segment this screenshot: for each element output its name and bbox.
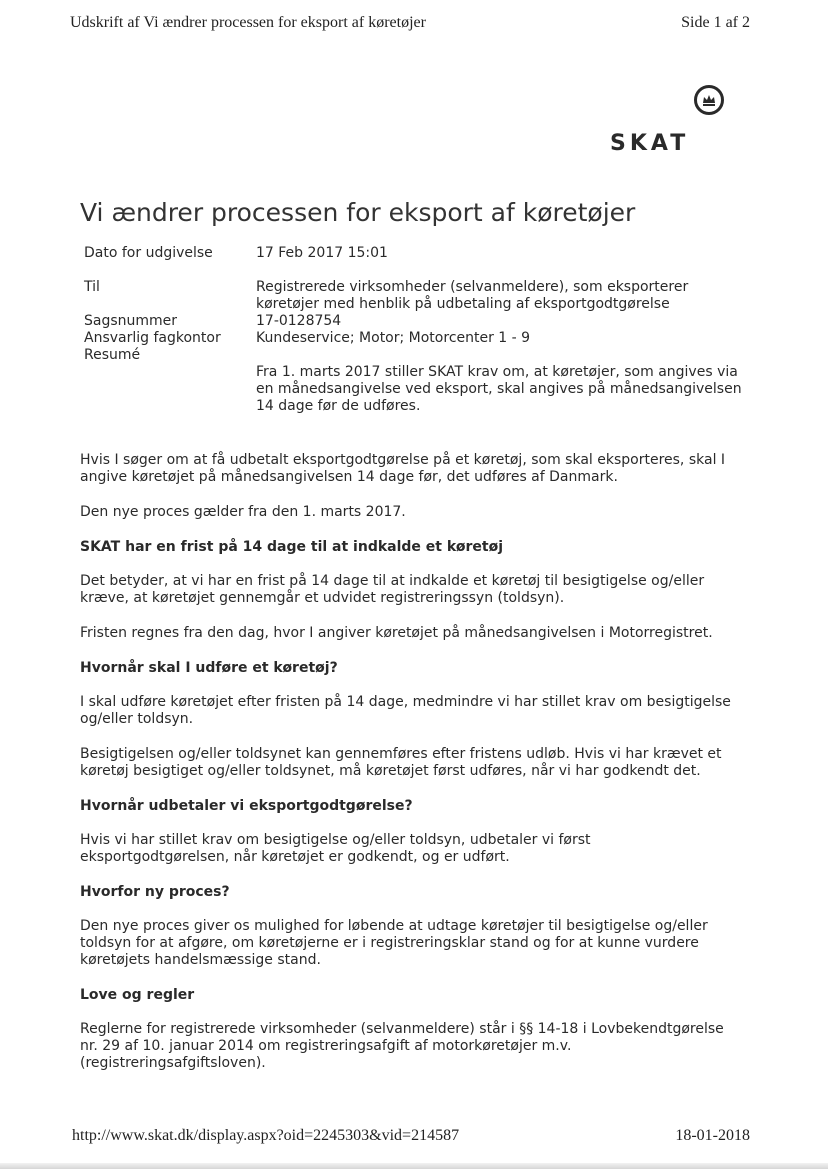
paragraph: Besigtigelsen og/eller toldsynet kan gennemføres efter fristens udløb. Hvis vi har krævet et køretøj besigtiget og/eller toldsynet, må køretøjet først udføres, når vi har godkendt det. (80, 746, 722, 779)
print-footer-url: http://www.skat.dk/display.aspx?oid=2245303&vid=214587 (72, 1127, 460, 1144)
paragraph: Fristen regnes fra den dag, hvor I angiver køretøjet på månedsangivelsen i Motorregistret. (80, 625, 713, 641)
meta-label: Resumé (84, 347, 141, 363)
article-body (80, 452, 740, 1090)
meta-value: 17 Feb 2017 15:01 (256, 245, 388, 261)
meta-value: 17-0128754 (256, 313, 342, 329)
meta-row-case (84, 313, 744, 330)
meta-row-to (84, 279, 744, 313)
page-title: Vi ændrer processen for eksport af køretøjer (80, 198, 636, 227)
meta-row-summary (84, 364, 744, 415)
meta-row-date (84, 245, 744, 262)
metadata-table (84, 245, 744, 415)
page-edge (0, 1163, 828, 1169)
paragraph: Hvis vi har stillet krav om besigtigelse og/eller toldsyn, udbetaler vi først eksportgodtgørelsen, når køretøjet er godkendt, og er udført. (80, 832, 591, 865)
section-heading: SKAT har en frist på 14 dage til at indkalde et køretøj (80, 539, 503, 555)
meta-row-office (84, 330, 744, 347)
meta-row-summary-label (84, 347, 744, 364)
paragraph: Den nye proces giver os mulighed for løbende at udtage køretøjer til besigtigelse og/eller toldsyn for at afgøre, om køretøjerne er i registreringsklar stand og for at kunne vurdere køretøjets handelsmæssige stand. (80, 918, 708, 968)
paragraph: Reglerne for registrerede virksomheder (selvanmeldere) står i §§ 14-18 i Lovbekendtgørelse nr. 29 af 10. januar 2014 om registreringsafgift af motorkøretøjer m.v. (registreringsafgiftsloven). (80, 1021, 724, 1071)
meta-label: Til (84, 279, 100, 295)
logo-text: SKAT (610, 131, 690, 156)
meta-label: Ansvarlig fagkontor (84, 330, 221, 346)
print-footer (72, 1127, 750, 1145)
skat-logo (600, 85, 720, 165)
section-heading: Hvornår udbetaler vi eksportgodtgørelse? (80, 798, 413, 814)
print-header-page: Side 1 af 2 (681, 14, 750, 31)
print-footer-date: 18-01-2018 (675, 1127, 750, 1144)
print-header (70, 14, 750, 32)
meta-value: Kundeservice; Motor; Motorcenter 1 - 9 (256, 330, 531, 346)
meta-label: Sagsnummer (84, 313, 178, 329)
paragraph: I skal udføre køretøjet efter fristen på 14 dage, medmindre vi har stillet krav om besigtigelse og/eller toldsyn. (80, 694, 731, 727)
section-heading: Hvorfor ny proces? (80, 884, 230, 900)
meta-value: Registrerede virksomheder (selvanmeldere), som eksporterer køretøjer med henblik på udbetaling af eksportgodtgørelse (256, 279, 689, 312)
section-heading: Hvornår skal I udføre et køretøj? (80, 660, 338, 676)
meta-value: Fra 1. marts 2017 stiller SKAT krav om, at køretøjer, som angives via en månedsangivelse ved eksport, skal angives på månedsangivelsen 14 dage før de udføres. (256, 364, 742, 414)
paragraph: Hvis I søger om at få udbetalt eksportgodtgørelse på et køretøj, som skal eksporteres, skal I angive køretøjet på månedsangivelsen 14 dage før, det udføres af Danmark. (80, 452, 726, 485)
meta-label: Dato for udgivelse (84, 245, 213, 261)
section-heading: Love og regler (80, 987, 195, 1003)
paragraph: Den nye proces gælder fra den 1. marts 2017. (80, 504, 406, 520)
crown-crest-icon (694, 85, 724, 115)
paragraph: Det betyder, at vi har en frist på 14 dage til at indkalde et køretøj til besigtigelse og/eller kræve, at køretøjet gennemgår et udvidet registreringssyn (toldsyn). (80, 573, 705, 606)
print-header-title: Udskrift af Vi ændrer processen for eksport af køretøjer (70, 14, 426, 31)
